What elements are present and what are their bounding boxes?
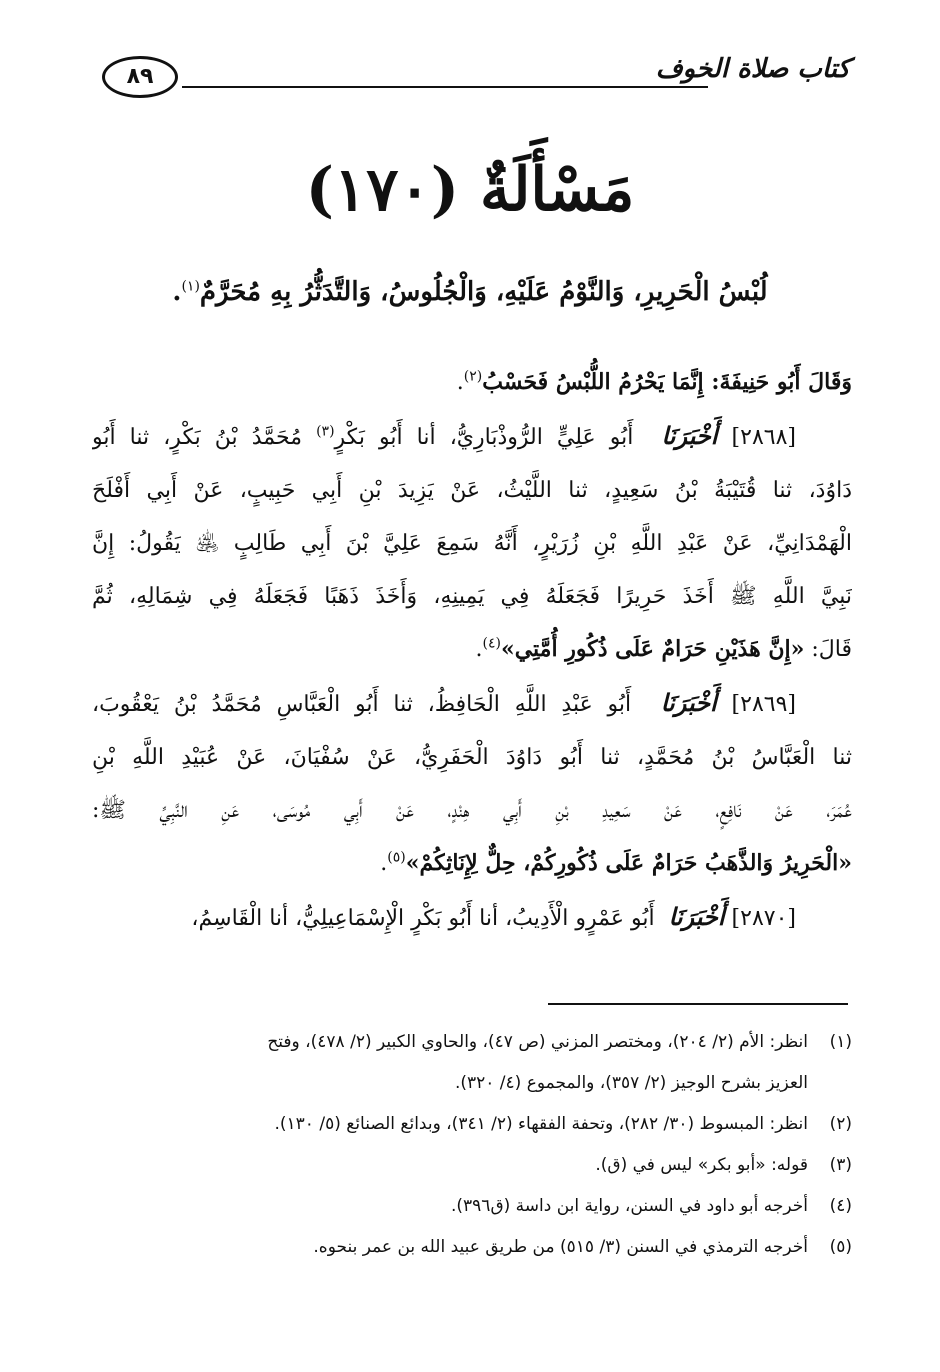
page-number: ٨٩ bbox=[102, 56, 178, 98]
footnote-number: (٢) bbox=[829, 1114, 852, 1134]
abu-hanifa-opinion-text: وَقَالَ أَبُو حَنِيفَةَ: إِنَّمَا يَحْرُمُ اللُّبْسُ فَحَسْبُ bbox=[482, 369, 852, 395]
masala-title: مَسْأَلَةٌ (١٧٠) bbox=[305, 155, 635, 225]
akhbarana-word: أَخْبَرَنَا bbox=[668, 902, 725, 931]
abu-hanifa-opinion bbox=[92, 356, 852, 409]
hadith-2868-line-2: دَاوُدَ، ثنا قُتَيْبَةُ بْنُ سَعِيدٍ، ثنا اللَّيْثُ، عَنْ يَزِيدَ بْنِ أَبِي حَبِيبٍ، عَنْ أَبِي أَفْلَحَ bbox=[92, 478, 852, 503]
footnote-ref-2: (٢) bbox=[463, 368, 483, 385]
hadith-2868-line-3: الْهَمْدَانِيِّ، عَنْ عَبْدِ اللَّهِ بْنِ زُرَيْرٍ، أَنَّهُ سَمِعَ عَلِيَّ بْنَ أَبِي طَالِبٍ ﵁ يَقُولُ: إِنَّ bbox=[92, 531, 852, 556]
isnad-text: أَبُو عَمْرٍو الْأَدِيبُ، أنا أَبُو بَكْرٍ الْإِسْمَاعِيلِيُّ، أنا الْقَاسِمُ، bbox=[191, 906, 655, 931]
footnote-text: العزيز بشرح الوجيز (٢/ ٣٥٧)، والمجموع (٤/ ٣٢٠). bbox=[454, 1073, 808, 1093]
header-rule bbox=[182, 86, 708, 88]
footnotes bbox=[92, 1022, 852, 1268]
footnote-ref-3: (٣) bbox=[316, 423, 335, 440]
footnote-number: (٤) bbox=[829, 1196, 852, 1216]
footnote-1 bbox=[92, 1022, 852, 1104]
running-head-book-title: كتاب صلاة الخوف bbox=[655, 54, 850, 84]
matn-intro: قَالَ: bbox=[804, 637, 852, 662]
masala-statement-text: لُبْسُ الْحَرِيرِ، وَالنَّوْمُ عَلَيْهِ، وَالْجُلُوسُ، وَالتَّدَثُّرُ بِهِ مُحَرَّمٌ bbox=[199, 277, 768, 307]
akhbarana-word: أَخْبَرَنَا bbox=[661, 421, 718, 450]
isnad-text: أَبُو عَلِيٍّ الرُّوذْبَارِيُّ، أنا أَبُو بَكْرٍ bbox=[334, 425, 634, 450]
footnote-text: قوله: «أبو بكر» ليس في (ق). bbox=[595, 1155, 808, 1175]
footnote-4 bbox=[92, 1186, 852, 1227]
isnad-text: مُحَمَّدُ بْنُ بَكْرٍ، ثنا أَبُو bbox=[92, 425, 302, 450]
akhbarana-word: أَخْبَرَنَا bbox=[660, 688, 717, 717]
hadith-2869-line-4 bbox=[92, 837, 852, 890]
footnote-ref-5: (٥) bbox=[387, 849, 406, 866]
footnote-separator bbox=[548, 1003, 848, 1005]
hadith-2868-line-1 bbox=[92, 409, 852, 464]
footnote-2 bbox=[92, 1104, 852, 1145]
main-text bbox=[92, 356, 852, 945]
footnote-text: انظر: الأم (٢/ ٢٠٤)، ومختصر المزني (ص ٤٧)، والحاوي الكبير (٢/ ٤٧٨)، وفتح bbox=[267, 1032, 808, 1052]
isnad-text: أَبُو عَبْدِ اللَّهِ الْحَافِظُ، ثنا أَبُو الْعَبَّاسِ مُحَمَّدُ بْنُ يَعْقُوبَ، bbox=[92, 692, 632, 717]
hadith-2869-line-3: عُمَرَ، عَنْ نَافِعٍ، عَنْ سَعِيدِ بْنِ أَبِي هِنْدٍ، عَنْ أَبِي مُوسَى، عَنِ النَّبِيِّ ﷺ: bbox=[92, 798, 852, 823]
sentence-end: . bbox=[380, 851, 388, 876]
footnote-number: (١) bbox=[829, 1032, 852, 1052]
masala-statement: لُبْسُ الْحَرِيرِ، وَالنَّوْمُ عَلَيْهِ، وَالْجُلُوسُ، وَالتَّدَثُّرُ بِهِ مُحَرَّمٌ$^{(١)}$. bbox=[172, 277, 768, 307]
sentence-end: . bbox=[456, 370, 464, 395]
page-header bbox=[96, 52, 850, 106]
sentence-end: . bbox=[475, 637, 483, 662]
matn-text: «الْحَرِيرُ وَالذَّهَبُ حَرَامٌ عَلَى ذُكُورِكُمْ، حِلٌّ لِإِنَاثِكُمْ» bbox=[405, 850, 852, 876]
footnote-number: (٣) bbox=[829, 1155, 852, 1175]
hadith-2870-line-1 bbox=[92, 890, 852, 945]
footnote-text: انظر: المبسوط (٣٠/ ٢٨٢)، وتحفة الفقهاء (٢/ ٣٤١)، وبدائع الصنائع (٥/ ١٣٠). bbox=[274, 1114, 808, 1134]
footnote-ref-1: (١) bbox=[181, 278, 200, 295]
hadith-number: [٢٨٦٩] bbox=[731, 692, 796, 717]
hadith-number: [٢٨٧٠] bbox=[731, 906, 796, 931]
footnote-text: أخرجه أبو داود في السنن، رواية ابن داسة (ق٣٩٦). bbox=[450, 1196, 808, 1216]
hadith-2868-line-5 bbox=[92, 623, 852, 676]
hadith-number: [٢٨٦٨] bbox=[731, 425, 796, 450]
footnote-ref-4: (٤) bbox=[482, 635, 501, 652]
hadith-2868-line-4: نَبِيَّ اللَّهِ ﷺ أَخَذَ حَرِيرًا فَجَعَلَهُ فِي يَمِينِهِ، وَأَخَذَ ذَهَبًا فَجَعَلَهُ فِي شِمَالِهِ، ثُمَّ bbox=[92, 584, 852, 609]
footnote-5 bbox=[92, 1227, 852, 1268]
hadith-2869-line-2: ثنا الْعَبَّاسُ بْنُ مُحَمَّدٍ، ثنا أَبُو دَاوُدَ الْحَفَرِيُّ، عَنْ سُفْيَانَ، عَنْ عُبَيْدِ اللَّهِ بْنِ bbox=[92, 745, 852, 770]
footnote-number: (٥) bbox=[829, 1237, 852, 1257]
footnote-text: أخرجه الترمذي في السنن (٣/ ٥١٥) من طريق عبيد الله بن عمر بنحوه. bbox=[313, 1237, 808, 1257]
footnote-3 bbox=[92, 1145, 852, 1186]
matn-text: «إِنَّ هَذَيْنِ حَرَامٌ عَلَى ذُكُورِ أُمَّتِي» bbox=[500, 636, 805, 662]
hadith-2869-line-1 bbox=[92, 676, 852, 731]
